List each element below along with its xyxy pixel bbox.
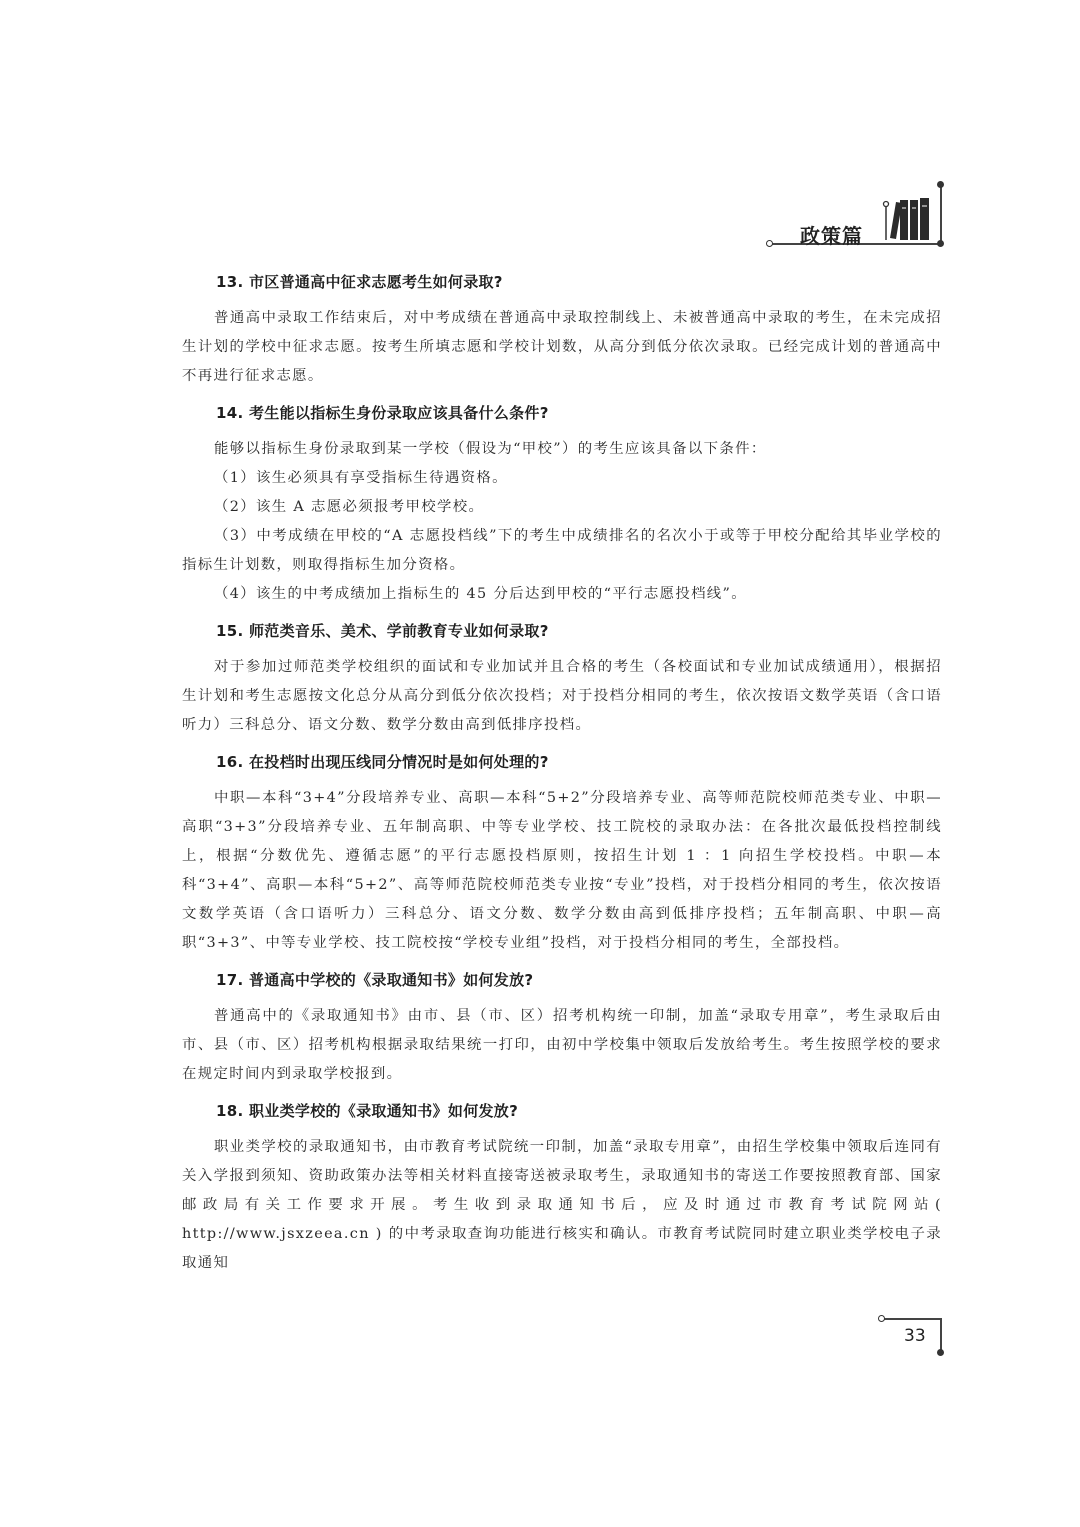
qa-section-18 [182,1099,942,1278]
condition-item: （3）中考成绩在甲校的“A 志愿投档线”下的考生中成绩排名的名次小于或等于甲校分配给其毕业学校的指标生计划数，则取得指标生加分资格。 [182,528,942,573]
qa-section-15 [182,619,942,740]
books-icon [882,196,934,242]
answer-paragraph: 能够以指标生身份录取到某一学校（假设为“甲校”）的考生应该具备以下条件： [214,441,767,457]
condition-item: （2）该生 A 志愿必须报考甲校学校。 [214,499,485,515]
footer-rule-horizontal [884,1318,942,1320]
condition-item: （4）该生的中考成绩加上指标生的 45 分后达到甲校的“平行志愿投档线”。 [214,586,748,602]
header-dot-corner [937,240,944,247]
qa-section-17 [182,968,942,1089]
qa-section-16 [182,750,942,958]
footer-rule-vertical [940,1318,942,1352]
section-title: 政策篇 [800,224,863,248]
qa-section-14 [182,401,942,609]
document-body [182,270,942,1288]
question-heading: 15. 师范类音乐、美术、学前教育专业如何录取? [216,622,549,640]
header-ring-left [766,240,773,247]
question-heading: 13. 市区普通高中征求志愿考生如何录取? [216,273,503,291]
answer-paragraph: 中职—本科“3+4”分段培养专业、高职—本科“5+2”分段培养专业、高等师范院校师范类专业、中职—高职“3+3”分段培养专业、五年制高职、中等专业学校、技工院校的录取办法：在各批次最低投档控制线上，根据“分数优先、遵循志愿”的平行志愿投档原则，按招生计划 1 ：1 向招生学校投档。中职—本科“3+4”、高职—本科“5+2”、高等师范院校师范类专业按“专业”投档，对于投档分相同的考生，依次按语文数学英语（含口语听力）三科总分、语文分数、数学分数由高到低排序投档；五年制高职、中职—高职“3+3”、中等专业学校、技工院校按“学校专业组”投档，对于投档分相同的考生，全部投档。 [182,790,942,951]
question-heading: 14. 考生能以指标生身份录取应该具备什么条件? [216,404,549,422]
condition-item: （1）该生必须具有享受指标生待遇资格。 [214,470,508,486]
answer-paragraph: 普通高中的《录取通知书》由市、县（市、区）招考机构统一印制，加盖“录取专用章”，考生录取后由市、县（市、区）招考机构根据录取结果统一打印，由初中学校集中领取后发放给考生。考生按照学校的要求在规定时间内到录取学校报到。 [182,1008,942,1082]
qa-section-13 [182,270,942,391]
question-heading: 17. 普通高中学校的《录取通知书》如何发放? [216,971,534,989]
page-number: 33 [904,1326,926,1346]
answer-paragraph: 职业类学校的录取通知书，由市教育考试院统一印制，加盖“录取专用章”，由招生学校集中领取后连同有关入学报到须知、资助政策办法等相关材料直接寄送被录取考生，录取通知书的寄送工作要按照教育部、国家邮政局有关工作要求开展。考生收到录取通知书后，应及时通过市教育考试院网站( http://www.jsxzeea.cn ) 的中考录取查询功能进行核实和确认。市教育考试院同时建立职业类学校电子录取通知 [182,1139,942,1271]
footer-ring-left [878,1315,885,1322]
answer-paragraph: 对于参加过师范类学校组织的面试和专业加试并且合格的考生（各校面试和专业加试成绩通用），根据招生计划和考生志愿按文化总分从高分到低分依次投档；对于投档分相同的考生，依次按语文数学英语（含口语听力）三科总分、语文分数、数学分数由高到低排序投档。 [182,659,942,733]
answer-paragraph: 普通高中录取工作结束后，对中考成绩在普通高中录取控制线上、未被普通高中录取的考生，在未完成招生计划的学校中征求志愿。按考生所填志愿和学校计划数，从高分到低分依次录取。已经完成计划的普通高中不再进行征求志愿。 [182,310,942,384]
footer-dot-bottom [937,1349,944,1356]
header-rule-vertical [940,186,942,244]
question-heading: 18. 职业类学校的《录取通知书》如何发放? [216,1102,519,1120]
header-dot-top [937,181,944,188]
question-heading: 16. 在投档时出现压线同分情况时是如何处理的? [216,753,549,771]
